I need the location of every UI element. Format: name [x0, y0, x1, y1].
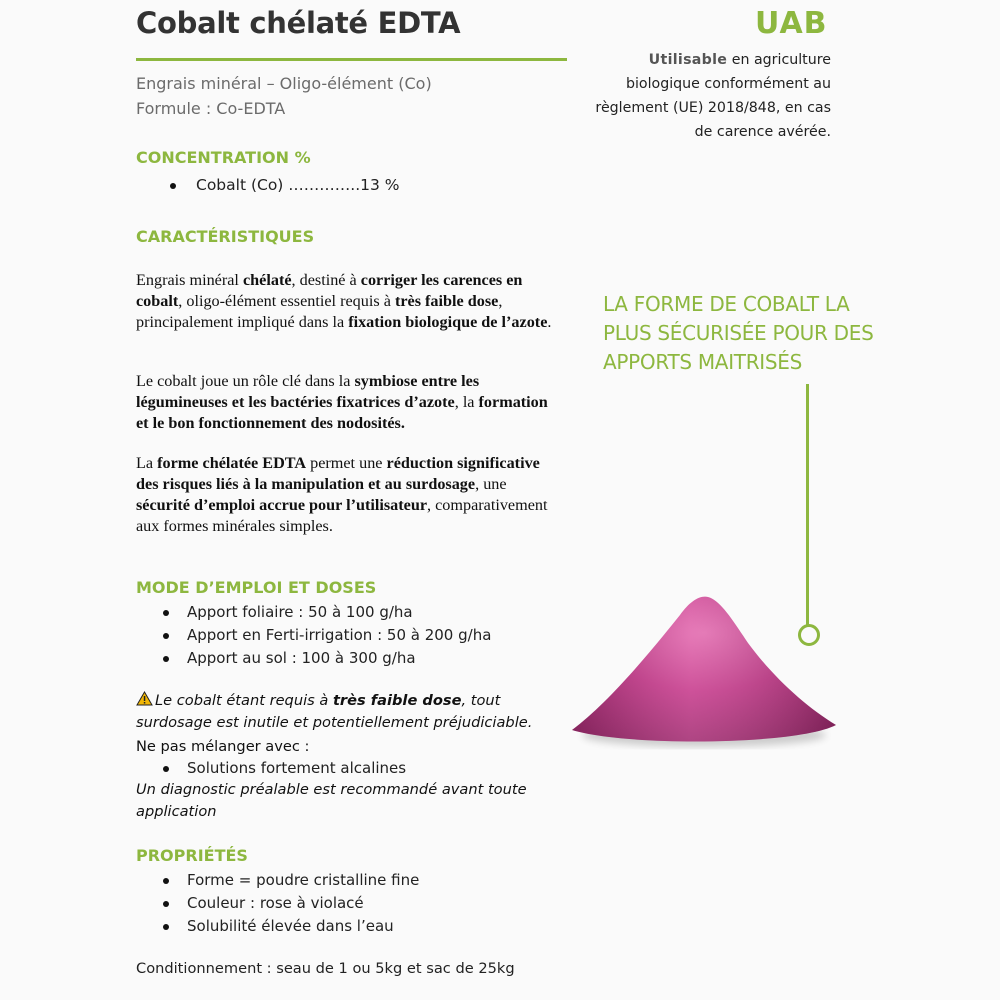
- p1-text-5: .: [547, 313, 552, 331]
- p3-text-3: , une: [475, 475, 507, 493]
- no-mix-item-text: Solutions fortement alcalines: [187, 759, 407, 777]
- p1-bold-4: fixation biologique de l’azote: [348, 313, 548, 331]
- mode-emploi-item: [163, 649, 416, 667]
- proprietes-item-text: Couleur : rose à violacé: [187, 894, 364, 912]
- p3-text-2: permet une: [306, 454, 387, 472]
- diagnostic-note: Un diagnostic préalable est recommandé avant toute application: [136, 781, 527, 820]
- p3-bold-1: forme chélatée EDTA: [157, 454, 307, 472]
- p1-text-3: , oligo-élément essentiel requis à: [178, 292, 395, 310]
- p1-bold-2: corriger les carences en cobalt: [136, 271, 523, 310]
- warning-icon: [136, 691, 153, 706]
- p1-text-4: , principalement impliqué dans la: [136, 292, 503, 331]
- callout-text: LA FORME DE COBALT LA PLUS SÉCURISÉE POUR DES APPORTS MAITRISÉS: [603, 292, 874, 374]
- p1-text-2: , destiné à: [291, 271, 361, 289]
- conditionnement: Conditionnement : seau de 1 ou 5kg et sac de 25kg: [136, 960, 515, 977]
- warning-text-2: , tout surdosage est inutile et potentiellement préjudiciable.: [136, 692, 533, 731]
- p2-text-2: , la: [454, 393, 479, 411]
- uab-note: [590, 48, 831, 144]
- warning-note: [136, 690, 576, 734]
- powder-image: [568, 585, 840, 755]
- uab-note-bold: Utilisable: [648, 52, 728, 68]
- mode-emploi-item-text: Apport en Ferti-irrigation : 50 à 200 g/ha: [187, 626, 492, 644]
- proprietes-item: [163, 894, 364, 912]
- proprietes-item-text: Solubilité élevée dans l’eau: [187, 917, 394, 935]
- p2-bold-1: symbiose entre les légumineuses et les bactéries fixatrices d’azote: [136, 372, 480, 411]
- caracteristiques-paragraph-1: [136, 270, 556, 333]
- mode-emploi-item-text: Apport foliaire : 50 à 100 g/ha: [187, 603, 413, 621]
- caracteristiques-paragraph-3: [136, 453, 556, 537]
- p1-bold-1: chélaté: [242, 271, 292, 289]
- p1-bold-3: très faible dose: [394, 292, 499, 310]
- mode-emploi-heading: MODE D’EMPLOI ET DOSES: [136, 578, 377, 597]
- p3-bold-3: sécurité d’emploi accrue pour l’utilisateur: [136, 496, 428, 514]
- uab-note-text: en agriculture biologique conformément au règlement (UE) 2018/848, en cas de carence avérée.: [595, 52, 831, 140]
- p2-bold-2: formation et le bon fonctionnement des nodosités.: [136, 393, 548, 432]
- concentration-heading: CONCENTRATION %: [136, 148, 311, 167]
- warning-bold: très faible dose: [332, 692, 462, 709]
- p3-text-1: La: [136, 454, 158, 472]
- caracteristiques-heading: CARACTÉRISTIQUES: [136, 227, 315, 246]
- p3-bold-2: réduction significative des risques liés à la manipulation et au surdosage: [136, 454, 540, 493]
- p2-text-1: Le cobalt joue un rôle clé dans la: [136, 372, 355, 390]
- no-mix-item: [163, 759, 406, 777]
- warning-text-1: Le cobalt étant requis à: [155, 692, 333, 709]
- proprietes-item: [163, 917, 394, 935]
- title-underline: [136, 58, 567, 61]
- p1-text-1: Engrais minéral: [136, 271, 243, 289]
- proprietes-item-text: Forme = poudre cristalline fine: [187, 871, 420, 889]
- no-mix-label: Ne pas mélanger avec :: [136, 738, 310, 755]
- p3-text-4: , comparativement aux formes minérales simples.: [136, 496, 548, 535]
- mode-emploi-item: [163, 626, 491, 644]
- caracteristiques-paragraph-2: [136, 371, 556, 434]
- product-title: Cobalt chélaté EDTA: [136, 6, 461, 40]
- concentration-item: [170, 176, 400, 194]
- concentration-item-text: Cobalt (Co) …………..13 %: [196, 176, 400, 194]
- proprietes-heading: PROPRIÉTÉS: [136, 846, 248, 865]
- proprietes-item: [163, 871, 419, 889]
- mode-emploi-item-text: Apport au sol : 100 à 300 g/ha: [187, 649, 416, 667]
- uab-badge: UAB: [755, 6, 828, 41]
- product-type: Engrais minéral – Oligo-élément (Co): [136, 74, 432, 93]
- product-formula: Formule : Co-EDTA: [136, 99, 286, 118]
- mode-emploi-item: [163, 603, 413, 621]
